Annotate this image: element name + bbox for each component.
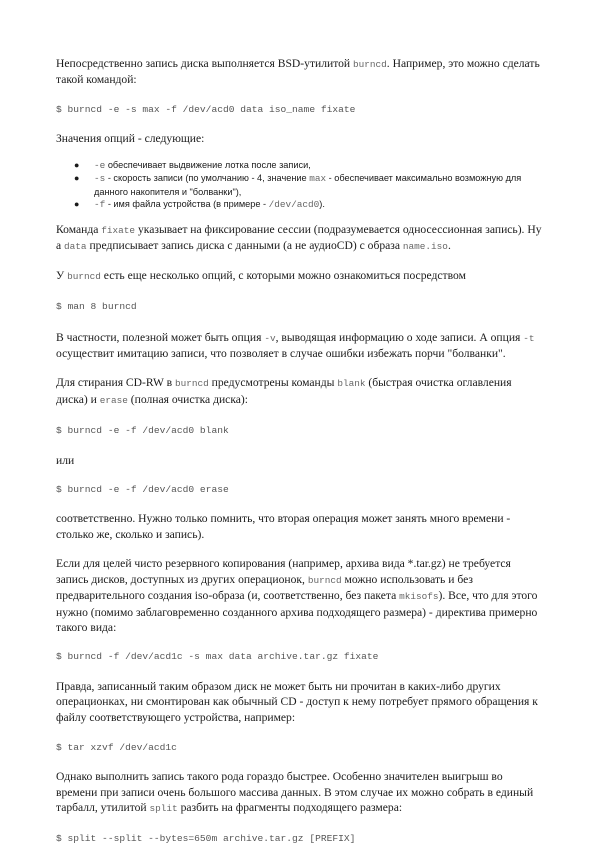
paragraph-more-options	[56, 268, 546, 284]
options-list	[56, 159, 546, 212]
paragraph-split	[56, 769, 546, 816]
text: ).	[319, 199, 325, 210]
command-example: $ burncd -e -s max -f /dev/acd0 data iso_name fixate	[56, 103, 356, 115]
text: У	[56, 268, 68, 282]
text: Непосредственно запись диска выполняется BSD-утилитой	[56, 57, 354, 70]
paragraph-verbose	[56, 330, 546, 362]
text: Если для целей чисто резервного копирования (например, архива вида *.tar.gz) не требуется запись дисков, доступных из других операционок,	[56, 557, 511, 586]
paragraph-raw-disk: Правда, записанный таким образом диск не может быть ни прочитан в каких-либо других операционках, ни смонтирован как обычный CD - доступ к нему потребует прямого обращения к файлу соответствующего устройства, например:	[56, 679, 538, 724]
text: осуществит имитацию записи, что позволяет в случае ошибки избежать порчи "болванки".	[56, 347, 506, 361]
text: - обеспечивает максимально возможную для данного накопителя и "болванки"),	[94, 173, 522, 197]
inline-code: burncd	[307, 574, 342, 586]
paragraph-respectively: соответственно. Нужно только помнить, что вторая операция может занять много времени - столько же, сколько и запись).	[56, 512, 511, 541]
inline-code: -s	[94, 173, 106, 185]
command-example: $ burncd -e -f /dev/acd0 blank	[56, 425, 229, 437]
command-example: $ man 8 burncd	[56, 301, 137, 313]
text: . Например, это можно сделать такой командой:	[56, 57, 540, 87]
inline-code: name.iso	[402, 241, 448, 253]
inline-code: data	[64, 241, 87, 253]
list-item	[56, 159, 546, 173]
paragraph-fixate	[56, 222, 546, 255]
document-page	[56, 50, 546, 846]
text: , выводящая информацию о ходе записи. А опция	[275, 330, 524, 344]
inline-code: fixate	[101, 225, 136, 236]
inline-code: -t	[523, 332, 535, 344]
inline-code: split	[149, 803, 178, 815]
inline-code: -e	[94, 159, 106, 171]
inline-code: -v	[264, 332, 276, 344]
text: разбить на фрагменты подходящего размера:	[177, 801, 403, 815]
text: (быстрая очистка оглавления диска) и	[56, 376, 512, 406]
inline-code: blank	[337, 378, 366, 390]
inline-code: erase	[99, 394, 128, 406]
paragraph-erase	[56, 375, 546, 408]
paragraph-backup	[56, 556, 546, 635]
bullet-icon: ●	[74, 173, 80, 184]
command-example: $ tar xzvf /dev/acd1c	[56, 741, 177, 753]
inline-code: max	[309, 173, 327, 185]
paragraph-options-title: Значения опций - следующие:	[56, 132, 205, 146]
text: (полная очистка диска):	[127, 392, 249, 406]
text: предусмотрены команды	[208, 376, 338, 390]
text: В частности, полезной может быть опция	[56, 330, 265, 344]
text: Однако выполнить запись такого рода гораздо быстрее. Особенно значителен выигрыш во времени при записи очень большого массива данных. В этом случае их можно собрать в единый тарбалл, утилитой	[56, 770, 534, 815]
text: Команда	[56, 223, 102, 236]
paragraph-burncd-intro	[56, 56, 546, 88]
bullet-icon: ●	[74, 199, 80, 210]
text: - имя файла устройства (в примере -	[105, 199, 269, 210]
text: есть еще несколько опций, с которыми можно ознакомиться посредством	[100, 268, 466, 282]
text: обеспечивает выдвижение лотка после записи,	[105, 159, 311, 170]
text: Для стирания CD-RW в	[56, 376, 175, 390]
text: ). Все, что для этого нужно (помимо заблаговременно созданного архива подходящего размера) - директива примерно такого вида:	[56, 589, 538, 634]
text: .	[447, 239, 451, 253]
text: - скорость записи (по умолчанию - 4, значение	[105, 173, 310, 184]
paragraph-or: или	[56, 453, 75, 467]
text: указывает на фиксирование сессии (подразумевается односессионная запись). Ну а	[56, 223, 542, 253]
inline-code: mkisofs	[399, 591, 439, 603]
inline-code: burncd	[67, 270, 101, 282]
command-example: $ burncd -f /dev/acd1c -s max data archive.tar.gz fixate	[56, 651, 379, 663]
command-example: $ burncd -e -f /dev/acd0 erase	[56, 484, 229, 496]
inline-code: burncd	[353, 59, 387, 70]
inline-code: /dev/acd0	[268, 199, 320, 211]
inline-code: burncd	[175, 378, 209, 390]
bullet-icon: ●	[74, 159, 80, 170]
command-example: $ split --split --bytes=650m archive.tar.gz [PREFIX]	[56, 832, 356, 844]
list-item	[56, 172, 546, 198]
inline-code: -f	[94, 199, 106, 211]
list-item	[56, 198, 546, 212]
text: предписывает запись диска с данными (а не аудиоCD) с образа	[86, 239, 403, 253]
text: можно использовать и без предварительного создания iso-образа (и, соответственно, без пакета	[56, 572, 473, 603]
